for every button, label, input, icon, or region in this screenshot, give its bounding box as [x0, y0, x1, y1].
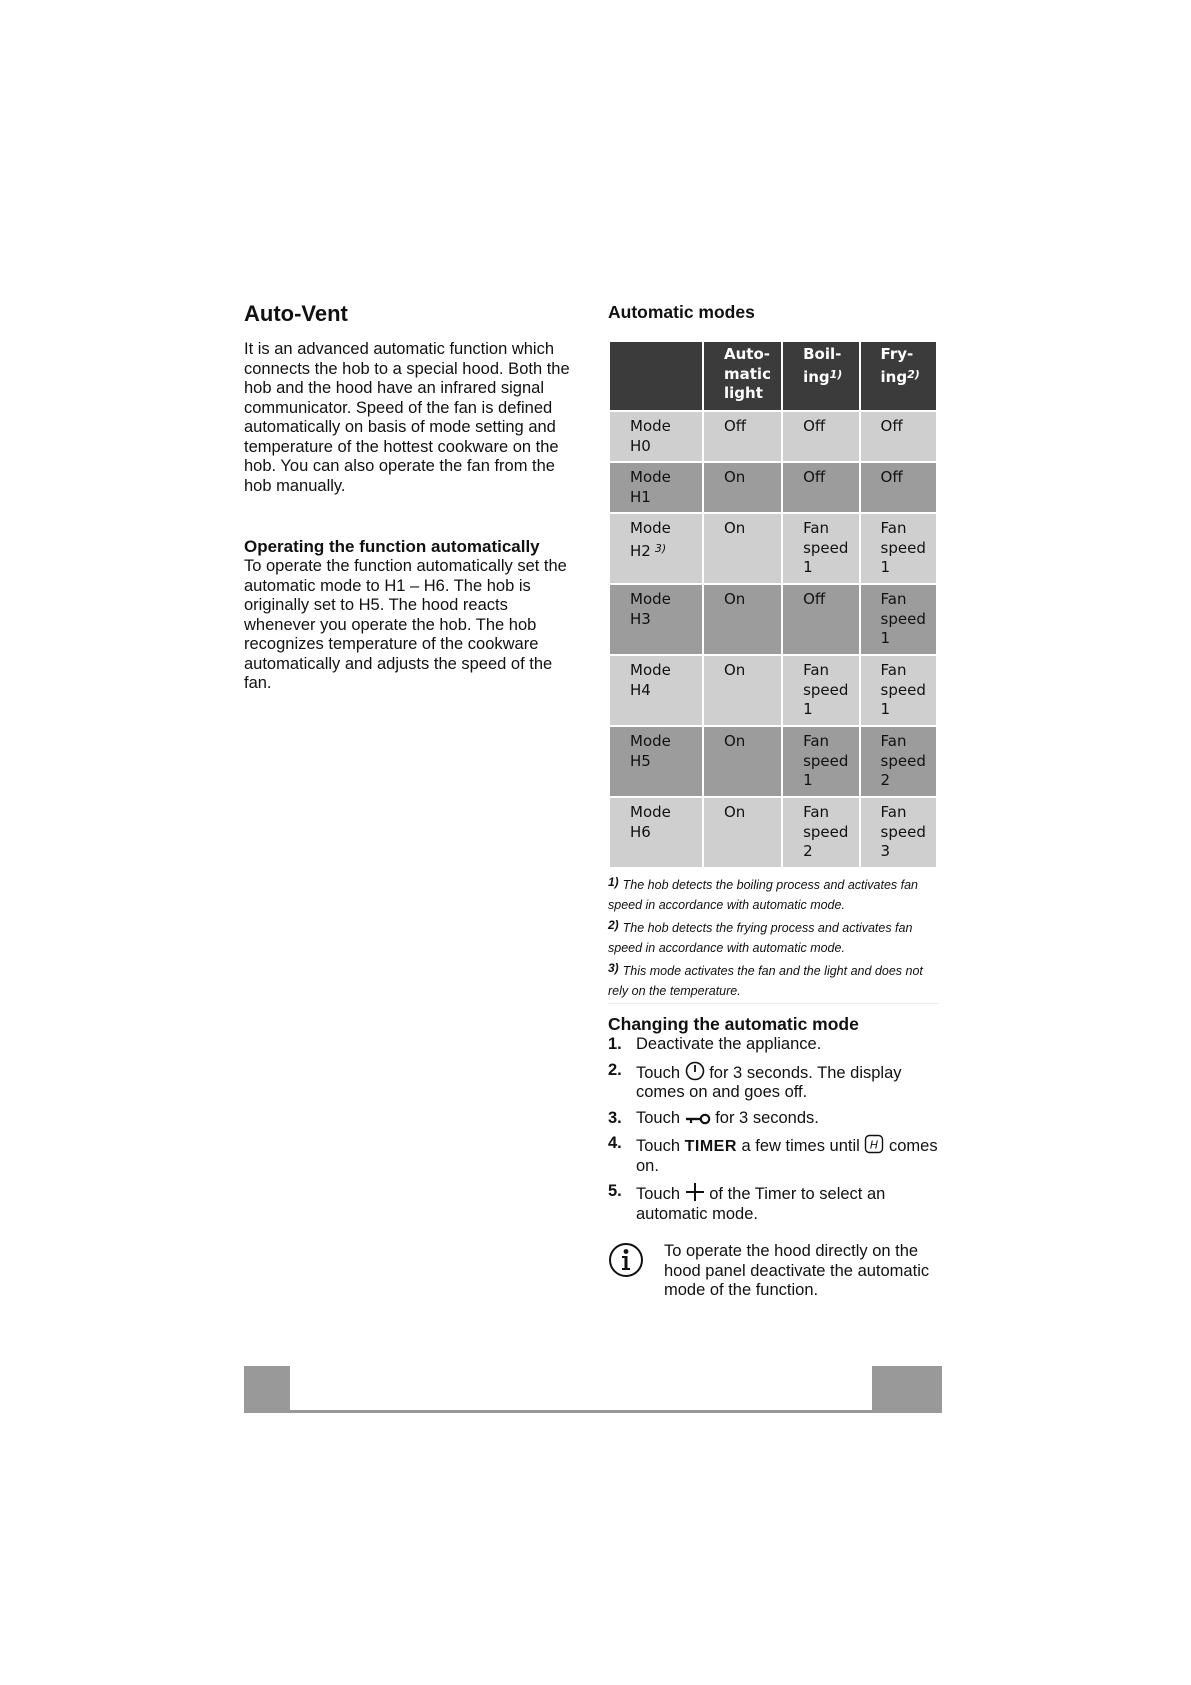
list-item: 3. Touch for 3 seconds. [608, 1108, 819, 1127]
list-item: 1. Deactivate the appliance. [608, 1035, 822, 1053]
boiling-cell: Off [782, 584, 859, 655]
header-automatic-light: Auto- matic light [703, 341, 782, 411]
table-row [609, 655, 937, 726]
footer-rule [244, 1410, 942, 1413]
list-item: 2. Touch for 3 seconds. The display comes on and goes off. [608, 1060, 902, 1101]
svg-text:H: H [870, 1138, 879, 1152]
key-lock-icon [685, 1112, 711, 1126]
header-boiling: Boil- ing$^{1)}$ [782, 341, 859, 411]
info-icon [608, 1242, 644, 1278]
frying-cell: Fan speed 1 [860, 655, 937, 726]
list-item: 4. Touch TIMER a few times until H comes on. [608, 1134, 938, 1175]
changing-heading: Changing the automatic mode [608, 1014, 859, 1034]
boiling-cell: Off [782, 411, 859, 462]
list-item: 5. Touch of the Timer to select an automatic mode. [608, 1182, 886, 1223]
plus-icon [685, 1182, 705, 1202]
left-column [244, 300, 582, 694]
table-row [609, 726, 937, 797]
frying-cell: Off [860, 462, 937, 513]
footnote-divider [608, 1003, 938, 1004]
automatic-modes-table [608, 340, 938, 869]
footer-block-left [244, 1366, 290, 1412]
footnote: 2) The hob detects the frying process and activates fan speed in accordance with automatic mode. [608, 918, 913, 955]
table-row [609, 513, 937, 584]
header-frying: Fry- ing$^{2)}$ [860, 341, 937, 411]
automatic-light-cell: On [703, 584, 782, 655]
timer-label: TIMER [684, 1138, 737, 1155]
right-column [608, 300, 938, 1301]
automatic-light-cell: On [703, 462, 782, 513]
table-header-row [609, 341, 937, 411]
frying-cell: Fan speed 1 [860, 584, 937, 655]
boiling-cell: Fan speed 1 [782, 513, 859, 584]
mode-label-cell: Mode H0 [609, 411, 703, 462]
steps-list [608, 1035, 938, 1224]
automatic-light-cell: On [703, 797, 782, 868]
table-row [609, 797, 937, 868]
power-icon [685, 1061, 705, 1081]
frying-cell: Off [860, 411, 937, 462]
modes-heading: Automatic modes [608, 302, 755, 322]
frying-cell: Fan speed 2 [860, 726, 937, 797]
mode-label-cell: Mode H4 [609, 655, 703, 726]
mode-label-cell: Mode H3 [609, 584, 703, 655]
automatic-light-cell: Off [703, 411, 782, 462]
section-paragraph: To operate the function automatically set the automatic mode to H1 – H6. The hob is originally set to H5. The hood reacts whenever you operate the hob. The hob recognizes temperature of the cookware automatically and adjusts the speed of the fan. [244, 557, 567, 692]
boiling-cell: Fan speed 2 [782, 797, 859, 868]
boiling-cell: Off [782, 462, 859, 513]
automatic-light-cell: On [703, 726, 782, 797]
footnote: 1) The hob detects the boiling process and activates fan speed in accordance with automatic mode. [608, 875, 918, 912]
footer-block-right [872, 1366, 942, 1412]
mode-label-cell: Mode H6 [609, 797, 703, 868]
mode-label-cell: Mode H5 [609, 726, 703, 797]
page-title: Auto-Vent [244, 301, 348, 326]
boiling-cell: Fan speed 1 [782, 655, 859, 726]
table-row [609, 462, 937, 513]
table-row [609, 411, 937, 462]
frying-cell: Fan speed 1 [860, 513, 937, 584]
frying-cell: Fan speed 3 [860, 797, 937, 868]
automatic-light-cell: On [703, 655, 782, 726]
header-empty-cell [609, 341, 703, 411]
h-display-icon [864, 1134, 884, 1154]
footnotes [608, 872, 938, 1001]
table-row [609, 584, 937, 655]
boiling-cell: Fan speed 1 [782, 726, 859, 797]
mode-label-cell: Mode H1 [609, 462, 703, 513]
note-text: To operate the hood directly on the hood panel deactivate the automatic mode of the function. [664, 1242, 930, 1299]
footnote: 3) This mode activates the fan and the light and does not rely on the temperature. [608, 961, 923, 998]
section-heading: Operating the function automatically [244, 537, 540, 556]
info-note [608, 1242, 938, 1301]
automatic-light-cell: On [703, 513, 782, 584]
intro-paragraph: It is an advanced automatic function which connects the hob to a special hood. Both the hob and the hood have an infrared signal communicator. Speed of the fan is defined automatically on basis of mode setting and temperature of the hottest cookware on the hob. You can also operate the fan from the hob manually. [244, 340, 570, 495]
mode-label-cell: Mode H2 $^{3)}$ [609, 513, 703, 584]
